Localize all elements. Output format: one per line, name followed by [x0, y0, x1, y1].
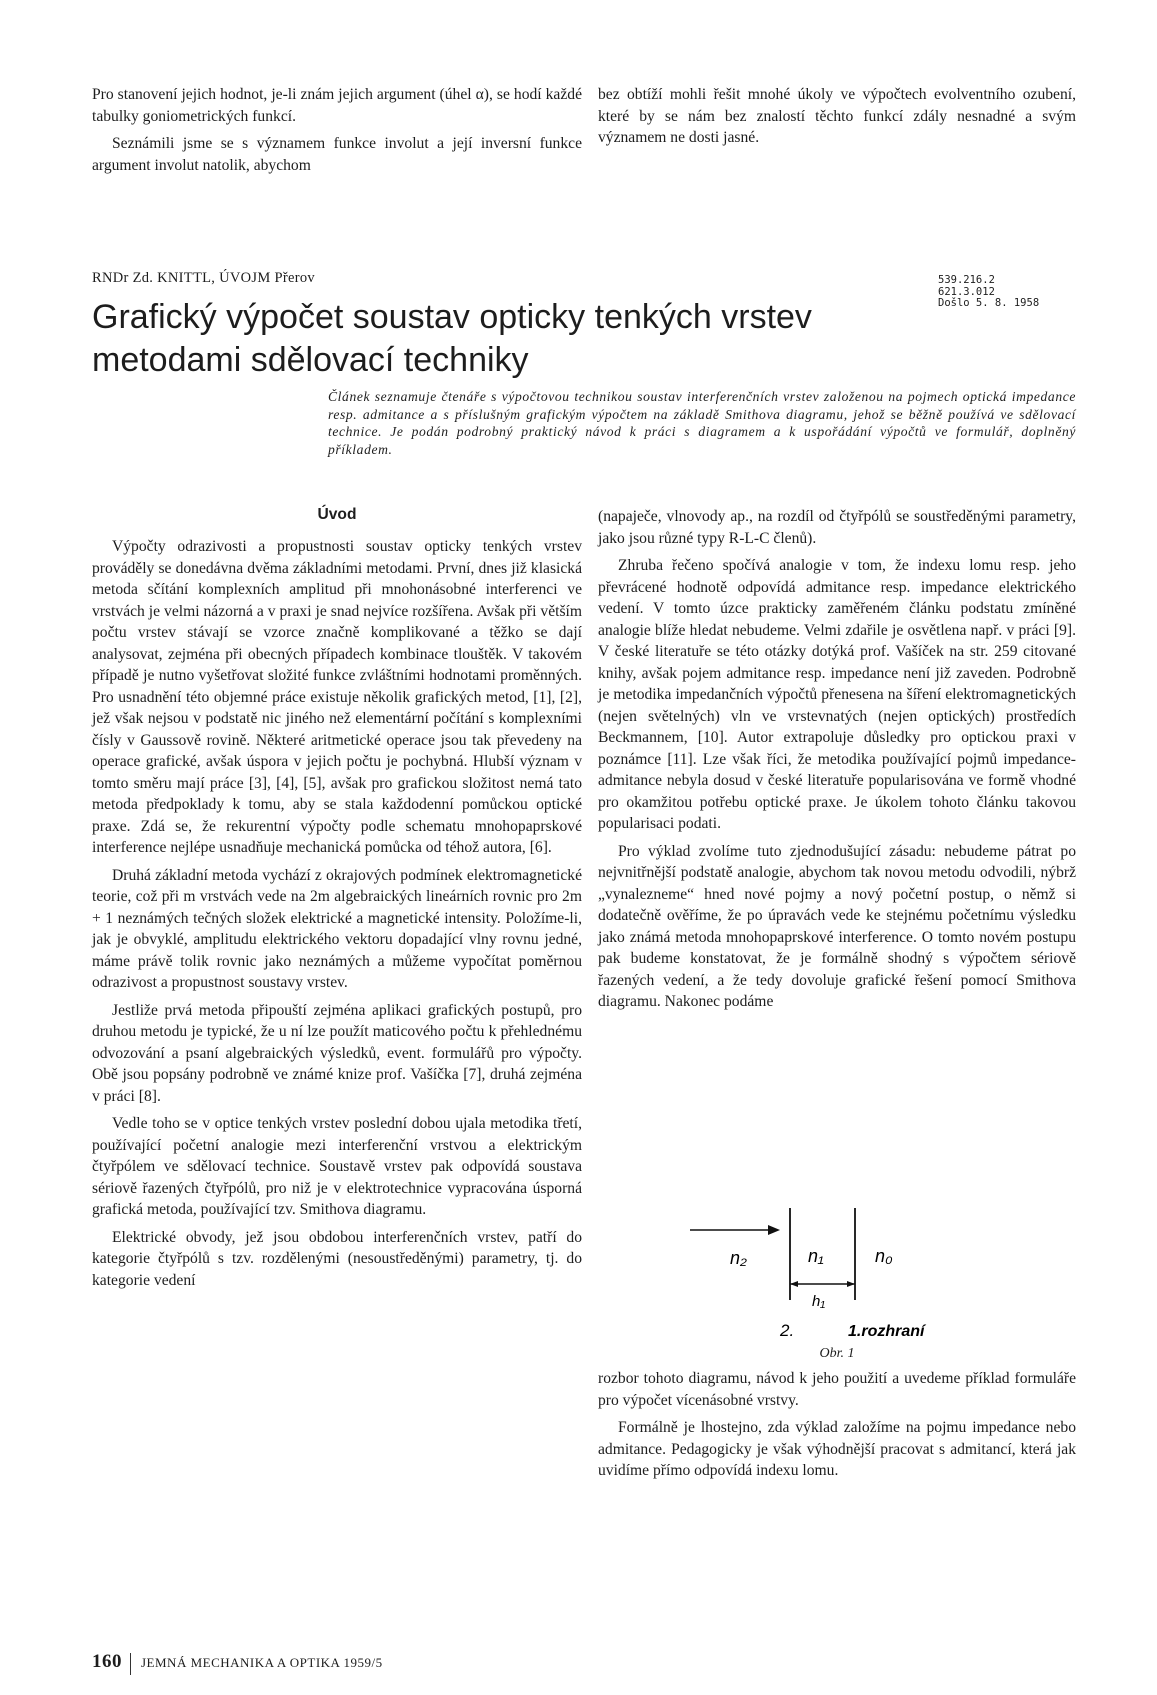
- label-n2: n₂: [730, 1248, 747, 1268]
- paragraph: Seznámili jsme se s významem funkce involut a její inversní funkce argument involut natolik, abychom: [92, 135, 582, 174]
- dimension-arrow-right-icon: [847, 1281, 855, 1287]
- top-continuation-left: [92, 84, 582, 182]
- received-date: Došlo 5. 8. 1958: [938, 297, 1040, 309]
- udc-code: 539.216.2: [938, 274, 995, 286]
- paragraph: bez obtíží mohli řešit mnohé úkoly ve výpočtech evolventního ozubení, které by se nám bez znalostí těchto funkcí zdály nesnadné a svým významem ne dosti jasné.: [598, 86, 1076, 146]
- figure-caption: Obr. 1: [819, 1346, 855, 1361]
- paragraph: (napaječe, vlnovody ap., na rozdíl od čtyřpólů se soustředěnými parametry, jako jsou různé typy R-L-C členů).: [598, 508, 1076, 547]
- journal-name: JEMNÁ MECHANIKA A OPTIKA 1959/5: [141, 1655, 383, 1670]
- top-continuation-right: [598, 84, 1076, 155]
- figure-1: [690, 1208, 970, 1358]
- udc-code: 621.3.012: [938, 285, 995, 298]
- paragraph: Formálně je lhostejno, zda výklad založíme na pojmu impedance nebo admitance. Pedagogicky je však výhodnější pracovat s admitancí, která jak uvidíme přímo odpovídá indexu lomu.: [598, 1419, 1076, 1479]
- paragraph: Pro stanovení jejich hodnot, je-li znám jejich argument (úhel α), se hodí každé tabulky goniometrických funkcí.: [92, 86, 582, 125]
- paragraph: Druhá základní metoda vychází z okrajových podmínek elektromagnetické teorie, což při m vrstvách vede na 2m algebraických lineárních rovnic pro 2m + 1 neznámých tečných složek elektrické a magnetické intensity. Položíme-li, jak je obvyklé, amplitudu elektrického vektoru dopadající vlny rovnu jedné, máme právě tolik rovnic jako neznámých a můžeme vypočítat poměrnou odrazivost a propustnost soustavy vrstev.: [92, 866, 582, 991]
- incident-arrowhead-icon: [768, 1225, 780, 1235]
- layer-diagram: [690, 1208, 970, 1358]
- label-n1: n₁: [808, 1246, 824, 1266]
- page-number: 160: [92, 1651, 122, 1672]
- paragraph: Jestliže prvá metoda připouští zejména aplikaci grafických postupů, pro druhou metodu je typické, že u ní lze použít maticového počtu k přehlednému odvozování a psaní algebraických výsledků, event. formulářů pro výpočty. Obě jsou popsány podrobně ve známé knize prof. Vašíčka [7], druhá zejména v práci [8].: [92, 1001, 582, 1105]
- paragraph: Zhruba řečeno spočívá analogie v tom, že indexu lomu resp. jeho převrácené hodnotě odpovídá admitance resp. impedance elektrického vedení. V tomto úzce prakticky zaměřeném článku podstatu zmíněné analogie blíže hledat nebudeme. Velmi zdařile je osvětlena např. v práci [9]. V české literatuře se této otázky dotýká prof. Vašíček na str. 259 citované knihy, avšak pojem admitance resp. impedance není již zaveden. Podrobně je metodika impedančních výpočtů přenesena na šíření elektromagnetických (nejen světelných) vln ve vrstevnatých (nejen optických) prostředích Beckmannem, [10]. Autor extrapoluje důsledky pro optickou praxi v poznámce [11]. Lze však říci, že metodika používající pojmů impedance-admitance nebyla dosud v české literatuře popularisována ve formě vhodné pro okamžitou potřebu optické praxe. Je úkolem tohoto článku takovou popularisaci podati.: [598, 557, 1076, 832]
- label-interface-2: 2.: [780, 1321, 795, 1340]
- section-heading: Úvod: [317, 506, 357, 523]
- footer-divider: [130, 1653, 131, 1675]
- article-author: RNDr Zd. KNITTL, ÚVOJM Přerov: [92, 270, 315, 286]
- label-n0: n₀: [875, 1246, 893, 1266]
- main-column-right: [598, 506, 1076, 1019]
- udc-codes: [938, 275, 1039, 310]
- main-column-right-lower: [598, 1368, 1076, 1488]
- label-interface-1: 1.rozhraní: [848, 1323, 925, 1340]
- paragraph: Výpočty odrazivosti a propustnosti soustav opticky tenkých vrstev prováděly se donedávna dvěma základními metodami. První, dnes již klasická metoda sčítání komplexních amplitud při mnohonásobné interferenci ve vrstvách je velmi názorná a v praxi je snad nejvíce rozšířena. Avšak při větším počtu vrstev stávají se vzorce značně komplikované a těžko se dají analysovat, zejména při obecných případech kombinace tlouštěk. V takovém případě je nutno vyšetřovat složité funkce zvláštními hodnotami proměnných. Pro usnadnění této objemné práce existuje několik grafických metod, [1], [2], jež však nejsou v podstatě nic jiného než elementární počítání s komplexními čísly v Gaussově rovině. Některé aritmetické operace jsou tak převedeny na operace grafické, avšak úspora v jejich počtu je pochybná. Hlubší význam v tomto směru mají práce [3], [4], [5], avšak pro grafickou složitost nemá tato metoda předpoklady k tomu, aby se stala každodenní pomůckou optické praxe. Zdá se, že rekurentní výpočty podle schematu mnohopaprskové interference nejlépe usnadňuje mechanická pomůcka od téhož autora, [6].: [92, 538, 582, 856]
- paragraph: Elektrické obvody, jež jsou obdobou interferenčních vrstev, patří do kategorie čtyřpólů s tzv. rozdělenými (nesoustředěnými) parametry, tj. do kategorie vedení: [92, 1228, 582, 1289]
- article-title: Grafický výpočet soustav opticky tenkých vrstev metodami sdělovací techniky: [92, 298, 812, 379]
- label-h1: h₁: [812, 1293, 826, 1310]
- main-column-left: [92, 536, 582, 1297]
- page-footer: [92, 1651, 383, 1675]
- article-abstract: Článek seznamuje čtenáře s výpočtovou technikou soustav interferenčních vrstev založenou na pojmech optická impedance resp. admitance a s příslušným grafickým výpočtem na základě Smithova diagramu, jehož se běžně používá ve sdělovací technice. Je podán podrobný praktický návod k práci s diagramem a k uspořádání výpočtů ve formulář, doplněný příkladem.: [328, 389, 1076, 457]
- paragraph: rozbor tohoto diagramu, návod k jeho použití a uvedeme příklad formuláře pro výpočet vícenásobné vrstvy.: [598, 1370, 1076, 1409]
- paragraph: Pro výklad zvolíme tuto zjednodušující zásadu: nebudeme pátrat po nejvnitřnější podstatě analogie, abychom tak novou metodu odvodili, nýbrž „vynalezneme“ hned nové pojmy a nový početní postup, o němž si dodatečně ověříme, že po úpravách vede ke stejnému početnímu výsledku jako známá metoda mnohopaprskové interference. O tomto novém postupu pak budeme konstatovat, že je formálně shodný s výpočtem sériově řazených vedení, a že tedy dovoluje grafické řešení pomocí Smithova diagramu. Nakonec podáme: [598, 842, 1076, 1010]
- paragraph: Vedle toho se v optice tenkých vrstev poslední dobou ujala metodika třetí, používající početní analogie mezi interferenční vrstvou a elektrickým čtyřpólem ve sdělovací technice. Soustavě vrstev pak odpovídá soustava sériově řazených čtyřpólů, pro niž je v elektrotechnice vypracována úsporná grafická metoda, používající tzv. Smithova diagramu.: [92, 1115, 582, 1218]
- dimension-arrow-left-icon: [790, 1281, 798, 1287]
